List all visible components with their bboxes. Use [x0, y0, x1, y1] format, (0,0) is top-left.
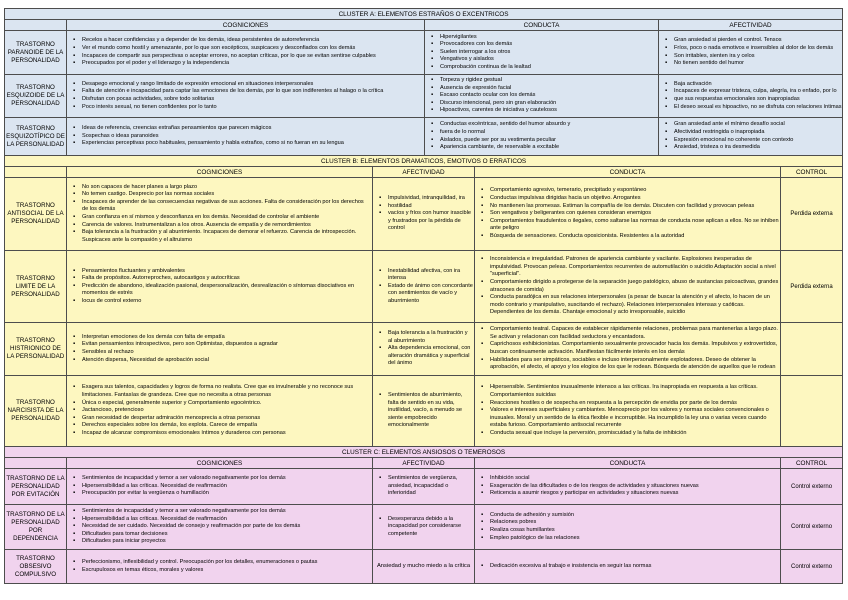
list-item: ▪ Inconsistencia e irregularidad. Patrones de apariencia cambiante y vacilante. Explosiones inesperadas de impulsividad. Provocan peleas. Comportamientos recurrentes de automutilación o suicidio Adaptación social a nivel "superficial". [490, 256, 779, 279]
list-item: ▪ Hipoactivos, carentes de iniciativa y cautelosos [440, 107, 657, 115]
list-item: ▪ Gran ansiedad ante el mínimo desafío social [674, 121, 841, 129]
list-item: ▪ Desesperanza debido a la incapacidad por considerarse competente [388, 516, 473, 539]
list-item: ▪ No temen castigo. Desprecio por las normas sociales [82, 191, 371, 199]
list-item: ▪ Comprobación continua de la lealtad [440, 64, 657, 72]
list-item: ▪ Hipersensibilidad a las críticas. Necesidad de reafirmación [82, 483, 371, 491]
disorder-name: TRASTORNO ANTISOCIAL DE LA PERSONALIDAD [5, 178, 67, 251]
list-item: ▪ Comportamiento agresivo, temerario, precipitado y espontáneo [490, 187, 779, 195]
personality-disorders-table [4, 8, 843, 584]
list-item: ▪ que sus respuestas emocionales son inapropiadas [674, 96, 841, 104]
cogniciones-cell [67, 31, 425, 75]
conducta-cell [475, 178, 781, 251]
cogniciones-cell [67, 550, 373, 584]
list-item: ▪ Escrupulosos en temas éticos, morales y valores [82, 567, 371, 575]
conducta-cell [475, 550, 781, 584]
list-item: ▪ Gran necesidad de despertar admiración menosprecia a otras personas [82, 415, 371, 423]
list-item: ▪ Apariencia cambiante, de reservable a excitable [440, 144, 657, 152]
list-item: ▪ Incapaces de aprender de las consecuencias negativas de sus acciones. Falta de consideración por los derechos de los demás [82, 199, 371, 214]
conducta-cell [425, 118, 659, 156]
list-item: ▪ Ansiedad, tristeza o ira desmedida [674, 144, 841, 152]
list-item: ▪ Baja tolerancia a la frustración y al aburrimiento. Incapaces de demorar el refuerzo. Carencia de introspección. Suspicaces ante la compasión y el altruismo [82, 229, 371, 244]
afectividad-cell: Ansiedad y mucho miedo a la crítica [373, 550, 475, 584]
list-item: ▪ Comportamiento teatral. Capaces de establecer rápidamente relaciones, problemas para mantenerlas a largo plazo. Se activan y relacionan con facilidad seductora y encantadora. [490, 326, 779, 341]
list-item: ▪ vacíos y fríos con humor irascible y frustrados por la pérdida de control [388, 210, 473, 233]
list-item: ▪ Predicción de abandono, idealización pasional, despersonalización, desrealización o síntomas disociativos en momentos de estrés [82, 283, 371, 298]
cogniciones-cell [67, 251, 373, 323]
list-item: ▪ Falta de propósitos. Autorreproches, autocastigos y autocríticas [82, 275, 371, 283]
list-item: ▪ Sentimientos de aburrimiento, falta de sentido en su vida, inutilidad, vacío, a menudo se siente empobrecido emocionalmente [388, 392, 473, 430]
cluster-b-col-control: CONTROL [781, 167, 843, 178]
control-cell: Perdida externa [781, 251, 843, 323]
list-item: ▪ hostilidad [388, 203, 473, 211]
list-item: ▪ Comportamientos fraudulentos o ilegales, como saltarse las normas de conducta nose aplican a ellos. No se inhiben ante peligro [490, 218, 779, 233]
disorder-name: TRASTORNO PARANOIDE DE LA PERSONALIDAD [5, 31, 67, 75]
list-item: ▪ Sentimientos de incapacidad y temor a ser valorado negativamente por los demás [82, 475, 371, 483]
disorder-name: TRASTORNO LIMITE DE LA PERSONALIDAD [5, 251, 67, 323]
list-item: ▪ Preocupación por evitar la vergüenza o humillación [82, 490, 371, 498]
list-item: ▪ Vengativos y aislados [440, 56, 657, 64]
disorder-name: TRASTORNO OBSESIVO COMPULSIVO [5, 550, 67, 584]
afectividad-cell [659, 118, 843, 156]
list-item: ▪ Dedicación excesiva al trabajo e insistencia en seguir las normas [490, 563, 779, 571]
list-item: ▪ Perfeccionismo, inflexibilidad y control. Preocupación por los detalles, enumeraciones o pautas [82, 559, 371, 567]
afectividad-cell [373, 178, 475, 251]
list-item: ▪ Gran confianza en sí mismos y desconfianza en los demás. Necesidad de controlar el ambiente [82, 214, 371, 222]
conducta-cell [425, 75, 659, 118]
list-item: ▪ Experiencias perceptivas poco habituales, pensamiento y habla extraños, como si no fueran en su lengua [82, 140, 423, 148]
list-item: ▪ Única o especial, generalmente superior y Comportamiento egocéntrico. [82, 400, 371, 408]
list-item: ▪ Inestabilidad afectiva, con ira intensa [388, 268, 473, 283]
list-item: ▪ Expresión emocional no coherente con contexto [674, 137, 841, 145]
list-item: ▪ Desapego emocional y rango limitado de expresión emocional en situaciones interpersonales [82, 81, 423, 89]
cogniciones-cell [67, 505, 373, 550]
list-item: ▪ Torpeza y rigidez gestual [440, 77, 657, 85]
cluster-a-title: CLUSTER A: ELEMENTOS ESTRAÑOS O EXCENTRICOS [5, 9, 843, 20]
list-item: ▪ Escaso contacto ocular con los demás [440, 92, 657, 100]
list-item: ▪ Afectividad restringida o inapropiada [674, 129, 841, 137]
list-item: ▪ Sensibles al rechazo [82, 349, 371, 357]
list-item: ▪ Poco interés sexual, no tienen confidentes por lo tanto [82, 104, 423, 112]
list-item: ▪ No mantienen las promesas. Estiman la compañía de los demás. Discuten con facilidad y provocan peleas [490, 203, 779, 211]
list-item: ▪ Habilidades para ser simpáticos, sociables e incluso interpersonalmente explotadores. Deseo de obtener la aprobación, el afecto, el apoyo y los elogios de los que le rodean. Búsqueda de atención de aquellos que le rodean [490, 357, 779, 372]
list-item: ▪ Comportamiento dirigido a protegerse de la separación juego patológico, abuso de sustancias psicoactivas, grandes atracones de comida) [490, 279, 779, 294]
list-item: ▪ Son irritables, sienten ira y celos [674, 53, 841, 61]
list-item: ▪ Son vengativos y beligerantes con quienes consideran enemigos [490, 210, 779, 218]
control-cell: Control externo [781, 550, 843, 584]
list-item: ▪ Baja activación [674, 81, 841, 89]
cluster-c-col-control: CONTROL [781, 458, 843, 469]
conducta-cell [425, 31, 659, 75]
cluster-c-corner [5, 458, 67, 469]
list-item: ▪ Sentimientos de incapacidad y temor a ser valorado negativamente por los demás [82, 508, 371, 516]
cluster-b-title: CLUSTER B: ELEMENTOS DRAMATICOS, EMOTIVOS O ERRATICOS [5, 156, 843, 167]
conducta-cell [475, 469, 781, 505]
list-item: ▪ No son capaces de hacer planes a largo plazo [82, 184, 371, 192]
cluster-a-corner [5, 20, 67, 31]
list-item: ▪ Valores e intereses superficiales y cambiantes. Menosprecio por los valores y normas sociales convencionales o inusuales. Moral y un sentido de la ética flexible e incorruptible. Ha incumplido la ley una o varias veces cuando estaba furioso. Comportamiento antisocial recurrente [490, 407, 779, 430]
cogniciones-cell [67, 118, 425, 156]
list-item: ▪ Ausencia de expresión facial [440, 85, 657, 93]
list-item: ▪ Dificultades para iniciar proyectos [82, 538, 371, 546]
list-item: ▪ Interpretan emociones de los demás con falta de empatía [82, 334, 371, 342]
list-item: ▪ Conductas excéntricas, sentido del humor absurdo y [440, 121, 657, 129]
list-item: ▪ Pensamientos fluctuantes y ambivalentes [82, 268, 371, 276]
cluster-c-title: CLUSTER C: ELEMENTOS ANSIOSOS O TEMEROSOS [5, 447, 843, 458]
list-item: ▪ Hipersensible. Sentimientos inusualmente intensos a las críticas. Ira inapropiada en respuesta a las críticas. Comportamientos suicidas [490, 384, 779, 399]
conducta-cell [475, 376, 781, 447]
cluster-a-col-conducta: CONDUCTA [425, 20, 659, 31]
list-item: ▪ Inhibición social [490, 475, 779, 483]
list-item: ▪ Sospechas o ideas paranoides [82, 133, 423, 141]
cluster-a-col-afectividad: AFECTIVIDAD [659, 20, 843, 31]
control-cell [781, 376, 843, 447]
list-item: ▪ Fríos, poco o nada emotivos e insensibles al dolor de los demás [674, 45, 841, 53]
cluster-b-col-cogniciones: COGNICIONES [67, 167, 373, 178]
control-cell [781, 323, 843, 376]
disorder-name: TRASTORNO DE LA PERSONALIDAD POR EVITACIÓN [5, 469, 67, 505]
list-item: ▪ Reacciones hostiles o de sospecha en respuesta a la percepción de envidia por parte de los demás [490, 400, 779, 408]
control-cell: Control externo [781, 469, 843, 505]
list-item: ▪ Dificultades para tomar decisiones [82, 531, 371, 539]
cogniciones-cell [67, 178, 373, 251]
list-item: ▪ Conducta sexual que incluye la perversión, promiscuidad y la falta de inhibición [490, 430, 779, 438]
list-item: ▪ Ideas de referencia, creencias extrañas pensamientos que parecen mágicos [82, 125, 423, 133]
disorder-name: TRASTORNO NARCISISTA DE LA PERSONALIDAD [5, 376, 67, 447]
cluster-c-col-conducta: CONDUCTA [475, 458, 781, 469]
cogniciones-cell [67, 323, 373, 376]
cluster-c-col-cogniciones: COGNICIONES [67, 458, 373, 469]
disorder-name: TRASTORNO HISTRIONICO DE LA PERSONALIDAD [5, 323, 67, 376]
personality-disorders-table-sheet [4, 8, 842, 584]
list-item: ▪ Disfrutan con pocas actividades, sobre todo solitarias [82, 96, 423, 104]
list-item: ▪ Recelos a hacer confidencias y a depender de los demás, ideas persistentes de autorreferencia [82, 37, 423, 45]
list-item: ▪ Aislados, puede ser por su vestimenta peculiar [440, 137, 657, 145]
list-item: ▪ El deseo sexual es hipoactivo, no se disfruta con relaciones íntimas [674, 104, 841, 112]
list-item: ▪ Búsqueda de sensaciones. Conducta oposicionista. Resistentes a la autoridad [490, 233, 779, 241]
list-item: ▪ Incapaces de compartir sus perspectivas o aceptar errores, no aceptan críticas, por lo que se evitan sentirse culpables [82, 53, 423, 61]
list-item: ▪ Derechos especiales sobre los demás, los explota. Carece de empatía [82, 422, 371, 430]
list-item: ▪ Hipersensibilidad a las críticas. Necesidad de reafirmación [82, 516, 371, 524]
list-item: ▪ Incapaz de alcanzar compromisos emocionales íntimos y duraderos con personas [82, 430, 371, 438]
disorder-name: TRASTORNO ESQUIZOIDE DE LA PERSONALIDAD [5, 75, 67, 118]
list-item: ▪ Estado de ánimo con concordante con sentimientos de vacío y aburrimiento [388, 283, 473, 306]
disorder-name: TRASTORNO ESQUIZOTÍPICO DE LA PERSONALIDAD [5, 118, 67, 156]
list-item: ▪ Impulsividad, intranquilidad, ira [388, 195, 473, 203]
afectividad-cell [373, 251, 475, 323]
list-item: ▪ Relaciones pobres [490, 519, 779, 527]
list-item: ▪ fuera de lo normal [440, 129, 657, 137]
cluster-b-col-afectividad: AFECTIVIDAD [373, 167, 475, 178]
cogniciones-cell [67, 376, 373, 447]
list-item: ▪ Empleo patológico de las relaciones [490, 535, 779, 543]
control-cell: Control externo [781, 505, 843, 550]
cluster-a-col-cogniciones: COGNICIONES [67, 20, 425, 31]
list-item: ▪ Exagera sus talentos, capacidades y logros de forma no realista. Cree que es invulnerable y no reconoce sus limitaciones. Fantasías de grandeza. Cree que no necesita a otras personas [82, 384, 371, 399]
afectividad-cell [659, 75, 843, 118]
list-item: ▪ Conductas impulsivas dirigidas hacia un objetivo. Arrogantes [490, 195, 779, 203]
list-item: ▪ Realiza cosas humillantes [490, 527, 779, 535]
list-item: ▪ locus de control externo [82, 298, 371, 306]
conducta-cell [475, 505, 781, 550]
list-item: ▪ No tienen sentido del humor [674, 60, 841, 68]
afectividad-cell [373, 323, 475, 376]
list-item: ▪ Conducta de adhesión y sumisión [490, 512, 779, 520]
list-item: ▪ Conducta paradójica en sus relaciones interpersonales (a pesar de buscar la atención y el afecto, lo hacen de un modo contrario y manipulativo, suscitando el rechazo). Relaciones interpersonales intensas y caóticas. Dependientes de los demás. Chantaje emocional y acto irresponsable, suicidio [490, 294, 779, 317]
list-item: ▪ Suelen interrogar a los otros [440, 49, 657, 57]
list-item: ▪ Jactancioso, pretencioso [82, 407, 371, 415]
cogniciones-cell [67, 75, 425, 118]
afectividad-cell [373, 505, 475, 550]
conducta-cell [475, 323, 781, 376]
list-item: ▪ Falta de atención e incapacidad para captar las emociones de los demás, por lo que son indiferentes al halago o la crítica [82, 88, 423, 96]
list-item: ▪ Alta dependencia emocional, con alteración dramática y superficial del ánimo [388, 345, 473, 368]
list-item: ▪ Exageración de las dificultades o de los riesgos de actividades y situaciones nuevas [490, 483, 779, 491]
cluster-b-corner [5, 167, 67, 178]
list-item: ▪ Preocupados por el poder y el liderazgo y la independencia [82, 60, 423, 68]
cogniciones-cell [67, 469, 373, 505]
afectividad-cell [373, 469, 475, 505]
list-item: ▪ Incapaces de expresar tristeza, culpa, alegría, ira o enfado, por lo [674, 88, 841, 96]
list-item: ▪ Atención dispersa, Necesidad de aprobación social [82, 357, 371, 365]
list-item: ▪ Provocadores con los demás [440, 41, 657, 49]
cluster-c-col-afectividad: AFECTIVIDAD [373, 458, 475, 469]
list-item: ▪ Caprichosos exhibicionistas. Comportamiento sexualmente provocador hacia los demás. Impulsivos y extrovertidos, buscan continuamente activación. Manifiestan fácilmente interés en los demás [490, 341, 779, 356]
list-item: ▪ Ver el mundo como hostil y amenazante, por lo que son escépticos, suspicaces y desconfiados con los demás [82, 45, 423, 53]
list-item: ▪ Sentimientos de vergüenza, ansiedad, incapacidad o inferioridad [388, 475, 473, 498]
disorder-name: TRASTORNO DE LA PERSONALIDAD POR DEPENDENCIA [5, 505, 67, 550]
list-item: ▪ Necesidad de ser cuidado. Necesidad de consejo y reafirmación por parte de los demás [82, 523, 371, 531]
list-item: ▪ Hipervigilantes [440, 34, 657, 42]
list-item: ▪ Gran ansiedad si pierden el control. Tensos [674, 37, 841, 45]
list-item: ▪ Discurso intencional, pero sin gran elaboración [440, 100, 657, 108]
control-cell: Perdida externa [781, 178, 843, 251]
list-item: ▪ Evitan pensamientos introspectivos, pero son Optimistas, dispuestos a agradar [82, 341, 371, 349]
cluster-b-col-conducta: CONDUCTA [475, 167, 781, 178]
list-item: ▪ Reticencia a asumir riesgos y participar en actividades y situaciones nuevas [490, 490, 779, 498]
conducta-cell [475, 251, 781, 323]
afectividad-cell [373, 376, 475, 447]
afectividad-cell [659, 31, 843, 75]
list-item: ▪ Carencia de valores. Instrumentalizan a los otros. Ausencia de empatía y de remordimientos [82, 222, 371, 230]
list-item: ▪ Baja tolerancia a la frustración y al aburrimiento [388, 330, 473, 345]
